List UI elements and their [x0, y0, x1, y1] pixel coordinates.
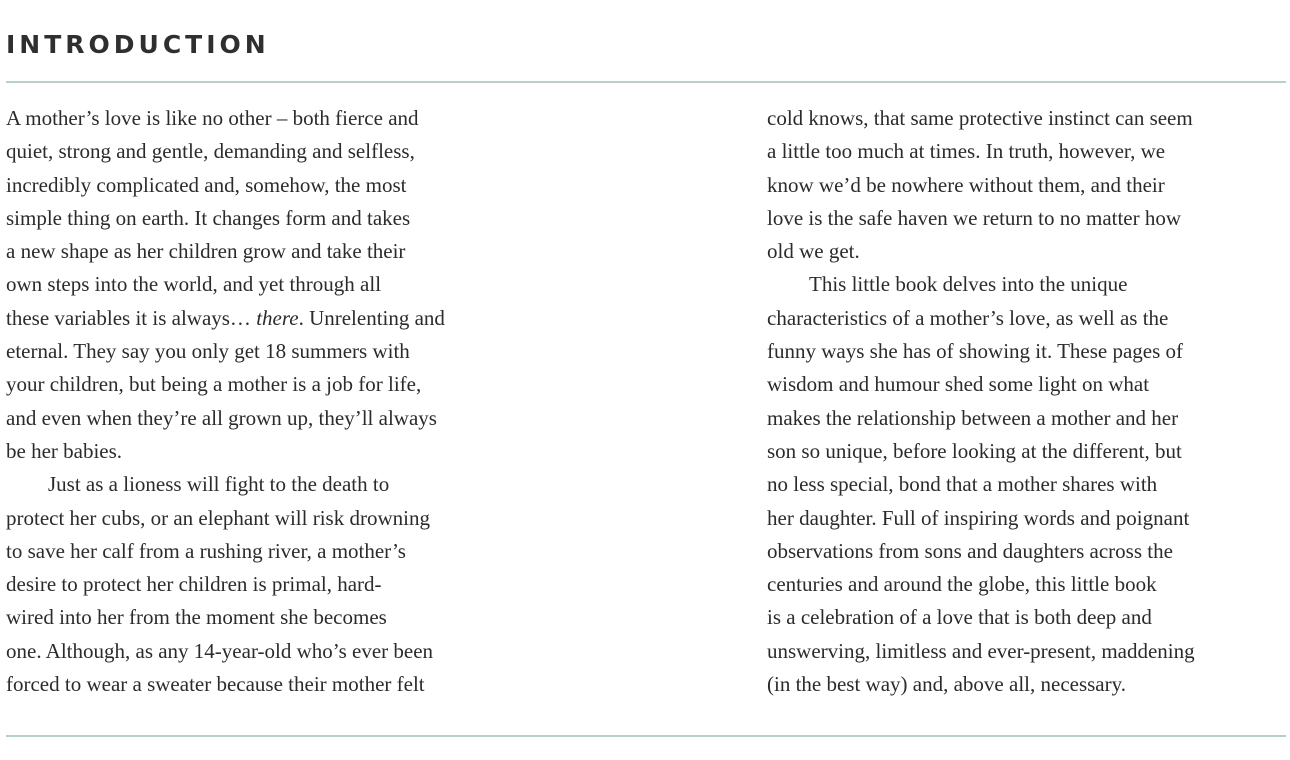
text-line: wired into her from the moment she becomes [6, 605, 387, 630]
text-line: A mother’s love is like no other – both fierce and [6, 106, 419, 130]
text-line: and even when they’re all grown up, they’ll always [6, 405, 437, 430]
text-line: a little too much at times. In truth, however, we [767, 139, 1166, 164]
text-line: makes the relationship between a mother and her [767, 405, 1179, 430]
text-line: unswerving, limitless and ever-present, maddening [767, 638, 1195, 663]
right-column [767, 102, 1287, 701]
bottom-divider [6, 735, 1286, 737]
paragraph-1 [6, 102, 536, 468]
text-line: your children, but being a mother is a job for life, [6, 372, 422, 397]
text-line: wisdom and humour shed some light on what [767, 372, 1150, 397]
text-segment: these variables it is always… [6, 305, 257, 330]
text-line: know we’d be nowhere without them, and their [767, 172, 1165, 197]
text-line: (in the best way) and, above all, necessary. [767, 672, 1126, 697]
text-line: observations from sons and daughters across the [767, 538, 1173, 563]
text-line: one. Although, as any 14-year-old who’s ever been [6, 638, 434, 663]
text-line: Just as a lioness will fight to the death to [48, 472, 390, 497]
text-line: desire to protect her children is primal, hard- [6, 572, 382, 597]
text-line: old we get. [767, 239, 860, 264]
text-line: quiet, strong and gentle, demanding and selfless, [6, 139, 415, 164]
text-segment: . Unrelenting and [298, 305, 445, 330]
text-line: characteristics of a mother’s love, as well as the [767, 305, 1169, 330]
text-line: simple thing on earth. It changes form and takes [6, 205, 411, 230]
text-line: her daughter. Full of inspiring words and poignant [767, 505, 1190, 530]
text-line: be her babies. [6, 438, 123, 463]
paragraph-2 [6, 468, 536, 701]
text-line: no less special, bond that a mother shares with [767, 472, 1158, 497]
text-line: cold knows, that same protective instinct can seem [767, 106, 1193, 130]
text-line: son so unique, before looking at the different, but [767, 438, 1182, 463]
text-line: is a celebration of a love that is both deep and [767, 605, 1152, 630]
text-line: to save her calf from a rushing river, a mother’s [6, 538, 406, 563]
text-line [6, 302, 536, 335]
left-column [6, 102, 536, 701]
emphasis-there: there [256, 305, 299, 330]
text-line: funny ways she has of showing it. These pages of [767, 339, 1184, 364]
top-divider [6, 81, 1286, 83]
text-line: This little book delves into the unique [809, 272, 1128, 297]
text-line: protect her cubs, or an elephant will risk drowning [6, 505, 430, 530]
text-line: eternal. They say you only get 18 summers with [6, 339, 410, 364]
paragraph-2-continued [767, 102, 1287, 268]
paragraph-3 [767, 268, 1287, 701]
text-line: own steps into the world, and yet through all [6, 272, 382, 297]
page-heading: INTRODUCTION [6, 30, 270, 59]
text-line: incredibly complicated and, somehow, the most [6, 172, 407, 197]
text-line: love is the safe haven we return to no matter how [767, 205, 1182, 230]
text-line: centuries and around the globe, this little book [767, 572, 1157, 597]
text-line: forced to wear a sweater because their mother felt [6, 672, 425, 697]
text-line: a new shape as her children grow and take their [6, 239, 406, 264]
